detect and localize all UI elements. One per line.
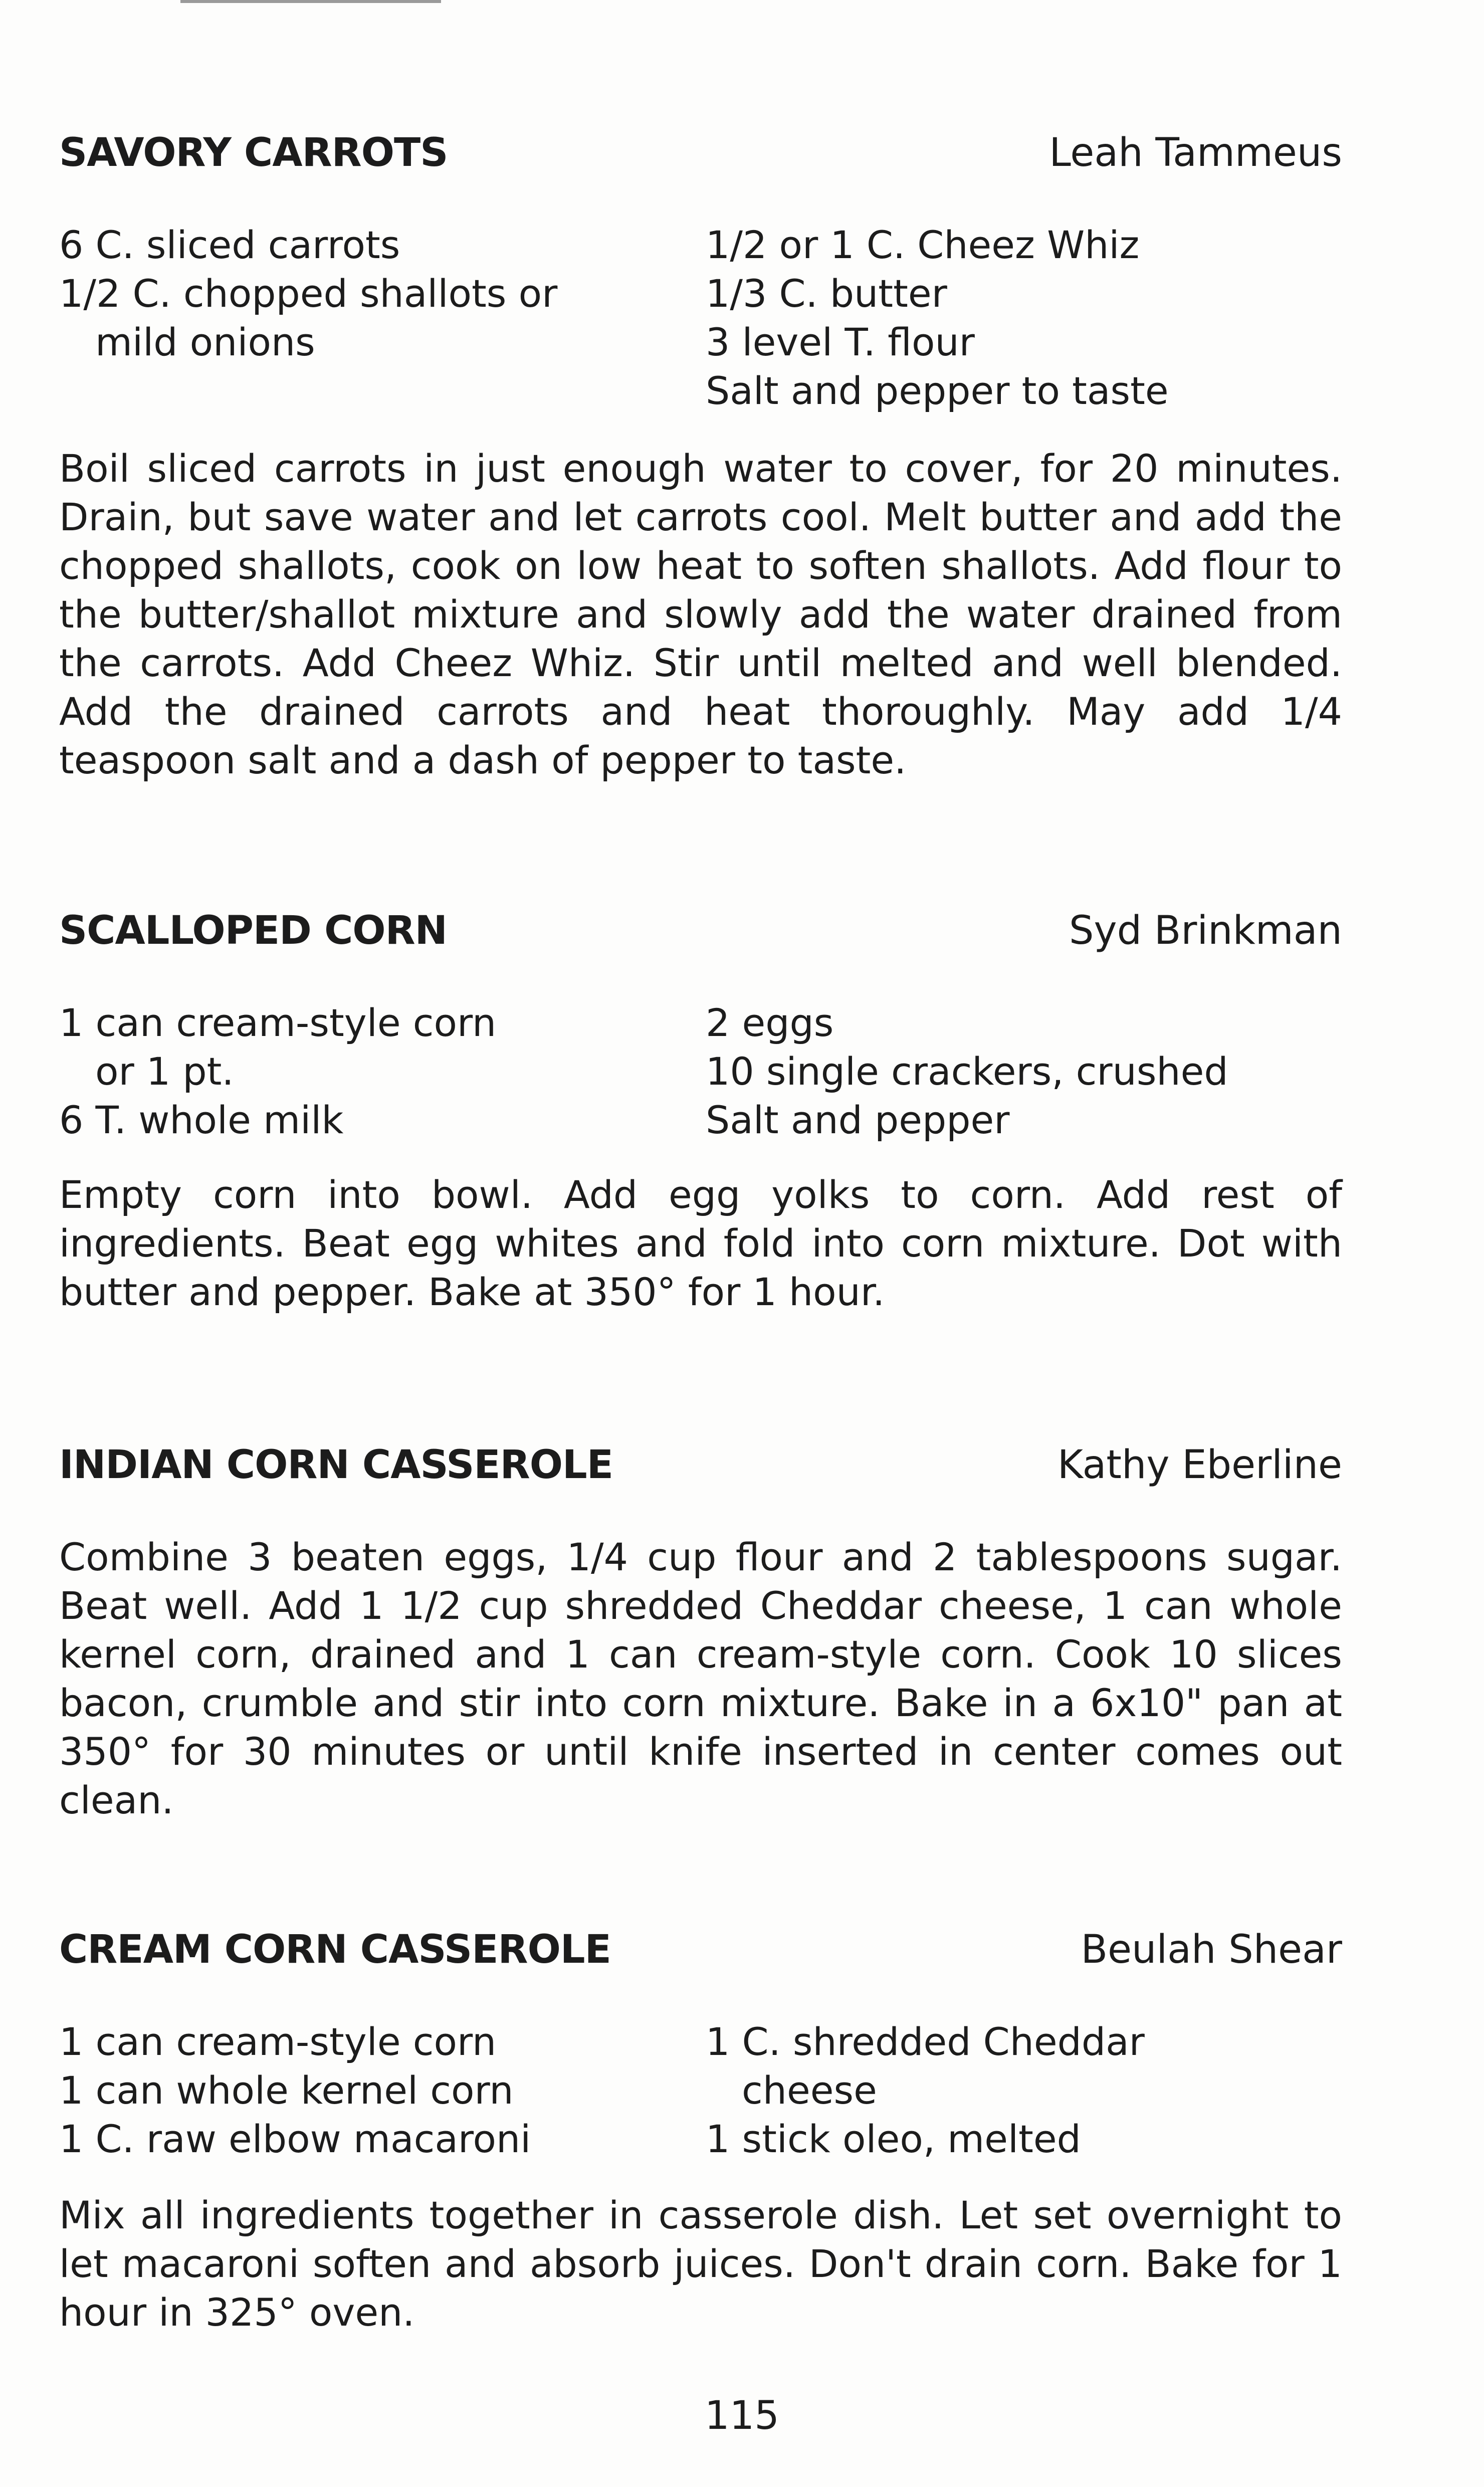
recipe-title: SAVORY CARROTS bbox=[59, 130, 448, 175]
ingredient-line: 1 can whole kernel corn bbox=[59, 2068, 514, 2113]
ingredient-line: 1 stick oleo, melted bbox=[706, 2117, 1081, 2161]
recipe-header bbox=[59, 130, 1342, 185]
recipe-title: SCALLOPED CORN bbox=[59, 908, 447, 953]
recipe-author: Kathy Eberline bbox=[1057, 1442, 1342, 1488]
recipe-scalloped-corn bbox=[59, 908, 1342, 1316]
ingredients-right-column bbox=[706, 998, 1228, 1144]
recipe-title: INDIAN CORN CASSEROLE bbox=[59, 1442, 613, 1488]
ingredient-line: or 1 pt. bbox=[95, 1049, 234, 1094]
ingredient-line: 10 single crackers, crushed bbox=[706, 1049, 1228, 1094]
ingredients-list bbox=[59, 221, 1342, 415]
ingredient-line: 1/2 or 1 C. Cheez Whiz bbox=[706, 223, 1140, 267]
recipe-savory-carrots bbox=[59, 130, 1342, 784]
ingredient-line: 6 T. whole milk bbox=[59, 1098, 344, 1142]
recipe-author: Leah Tammeus bbox=[1049, 130, 1342, 175]
ingredient-line: 1 can cream-style corn bbox=[59, 1000, 497, 1045]
recipe-header bbox=[59, 1927, 1342, 1982]
ingredient-line: 3 level T. flour bbox=[706, 320, 975, 364]
ingredients-list bbox=[59, 2017, 1342, 2163]
recipe-instructions: Combine 3 beaten eggs, 1/4 cup flour and 2 tablespoons sugar. Beat well. Add 1 1/2 cup shredded Cheddar cheese, 1 can whole kernel corn, drained and 1 can cream-style corn. Cook 10 slices bacon, crumble and stir into corn mixture. Bake in a 6x10" pan at 350° for 30 minutes or until knife inserted in center comes out clean. bbox=[59, 1535, 1342, 1822]
ingredient-line: cheese bbox=[742, 2068, 877, 2113]
ingredient-line: 1/3 C. butter bbox=[706, 271, 947, 316]
recipe-author: Syd Brinkman bbox=[1069, 908, 1342, 953]
ingredients-right-column bbox=[706, 2017, 1145, 2163]
ingredient-line: Salt and pepper to taste bbox=[706, 368, 1169, 413]
ingredient-line: 1 C. raw elbow macaroni bbox=[59, 2117, 531, 2161]
ingredient-line: 6 C. sliced carrots bbox=[59, 223, 400, 267]
recipe-instructions: Boil sliced carrots in just enough water to cover, for 20 minutes. Drain, but save water and let carrots cool. Melt butter and add the chopped shallots, cook on low heat to soften shallots. Add flour to the butter/shallot mixture and slowly add the water drained from the carrots. Add Cheez Whiz. Stir until melted and well blended. Add the drained carrots and heat thoroughly. May add 1/4 teaspoon salt and a dash of pepper to taste. bbox=[59, 446, 1342, 782]
recipe-header bbox=[59, 908, 1342, 963]
recipe-header bbox=[59, 1442, 1342, 1498]
ingredients-list bbox=[59, 998, 1342, 1144]
ingredients-left-column bbox=[59, 221, 706, 415]
ingredient-line: mild onions bbox=[95, 320, 315, 364]
recipe-indian-corn-casserole bbox=[59, 1442, 1342, 1824]
recipe-title: CREAM CORN CASSEROLE bbox=[59, 1927, 611, 1972]
ingredient-line: 1/2 C. chopped shallots or bbox=[59, 271, 558, 316]
recipe-cream-corn-casserole bbox=[59, 1927, 1342, 2337]
ingredients-right-column bbox=[706, 221, 1169, 415]
ingredient-line: 1 C. shredded Cheddar bbox=[706, 2019, 1145, 2064]
page-number: 115 bbox=[705, 2393, 779, 2438]
ingredients-left-column bbox=[59, 998, 706, 1144]
recipe-author: Beulah Shear bbox=[1081, 1927, 1342, 1972]
ingredient-line: Salt and pepper bbox=[706, 1098, 1010, 1142]
recipe-instructions: Mix all ingredients together in casserole dish. Let set overnight to let macaroni soften and absorb juices. Don't drain corn. Bake for 1 hour in 325° oven. bbox=[59, 2193, 1342, 2335]
top-edge-line bbox=[180, 0, 441, 3]
ingredients-left-column bbox=[59, 2017, 706, 2163]
ingredient-line: 1 can cream-style corn bbox=[59, 2019, 497, 2064]
recipe-instructions: Empty corn into bowl. Add egg yolks to corn. Add rest of ingredients. Beat egg whites and fold into corn mixture. Dot with butter and pepper. Bake at 350° for 1 hour. bbox=[59, 1172, 1342, 1314]
ingredient-line: 2 eggs bbox=[706, 1000, 834, 1045]
